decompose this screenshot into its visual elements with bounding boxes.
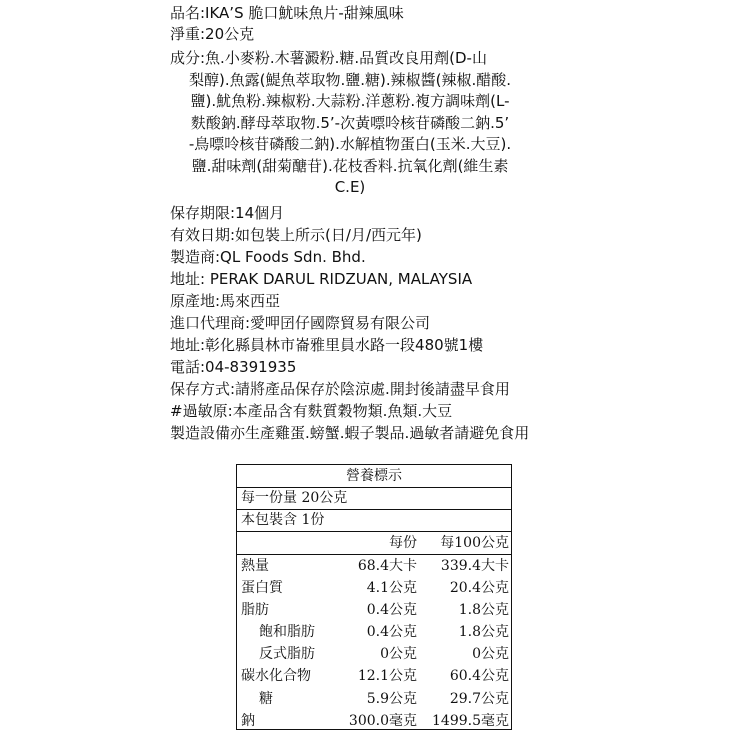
importer-address: 地址:彰化縣員林市崙雅里員水路一段480號1樓 [170, 336, 484, 354]
nutrient-name: 鈉 [241, 712, 255, 729]
facility-warning: 製造設備亦生產雞蛋.螃蟹.蝦子製品.過敏者請避免食用 [170, 424, 530, 442]
nutrition-row [237, 599, 511, 621]
nutrition-row [237, 643, 511, 665]
ingredients-block [170, 48, 530, 199]
per-100g-value: 1.8公克 [458, 624, 509, 641]
per-serving-value: 5.9公克 [366, 690, 417, 707]
nutrient-name: 碳水化合物 [241, 668, 311, 685]
allergen-note: #過敏原:本產品含有麩質穀物類.魚類.大豆 [170, 402, 453, 420]
shelf-life: 保存期限:14個月 [170, 204, 285, 222]
per-serving-value: 0.4公克 [366, 624, 417, 641]
manufacturer: 製造商:QL Foods Sdn. Bhd. [170, 248, 366, 266]
nutrient-name: 熱量 [241, 558, 269, 574]
per-serving-value: 12.1公克 [357, 668, 417, 685]
nutrient-name: 蛋白質 [241, 580, 283, 597]
phone: 電話:04-8391935 [170, 358, 297, 376]
per-100g-value: 20.4公克 [449, 580, 509, 597]
per-100g-value: 1499.5毫克 [432, 712, 509, 729]
ingredients-line: -鳥嘌呤核苷磷酸二鈉).水解植物蛋白(玉米.大豆). [188, 135, 512, 153]
nutrition-table [236, 464, 512, 730]
per-serving-value: 4.1公克 [366, 580, 417, 597]
country-of-origin: 原產地:馬來西亞 [170, 292, 281, 310]
nutrition-row [237, 555, 511, 577]
nutrient-name: 飽和脂肪 [259, 624, 315, 641]
ingredients-line: 鹽.甜味劑(甜菊醣苷).花枝香料.抗氧化劑(維生素 [191, 156, 509, 175]
per-serving-value: 0.4公克 [366, 602, 417, 619]
nutrient-name: 糖 [259, 690, 273, 707]
nutrient-name: 反式脂肪 [259, 646, 315, 663]
expiry-date: 有效日期:如包裝上所示(日/月/西元年) [170, 226, 422, 244]
nutrition-title: 營養標示 [237, 465, 511, 488]
nutrition-column-header [237, 532, 511, 555]
ingredients-line: 梨醇).魚露(鯷魚萃取物.鹽.糖).辣椒醬(辣椒.醋酸. [188, 70, 512, 89]
net-weight: 淨重:20公克 [170, 25, 255, 43]
manufacturer-address: 地址: PERAK DARUL RIDZUAN, MALAYSIA [170, 270, 473, 288]
per-100g-value: 60.4公克 [449, 668, 509, 685]
ingredients-line: 成分:魚.小麥粉.木薯澱粉.糖.品質改良用劑(D-山 [170, 49, 487, 67]
storage-instructions: 保存方式:請將產品保存於陰涼處.開封後請盡早食用 [170, 380, 510, 398]
importer: 進口代理商:愛呷囝仔國際貿易有限公司 [170, 314, 431, 332]
nutrition-row [237, 577, 511, 599]
serving-size: 每一份量 20公克 [237, 488, 511, 510]
per-serving-value: 0公克 [380, 646, 417, 663]
col-per-100g: 每100公克 [440, 535, 509, 551]
product-name: 品名:IKA’S 脆口魷味魚片-甜辣風味 [170, 4, 404, 22]
nutrient-name: 脂肪 [241, 602, 269, 619]
per-100g-value: 0公克 [472, 646, 509, 663]
per-100g-value: 29.7公克 [449, 690, 509, 707]
ingredients-line: 麩酸鈉.酵母萃取物.5’-次黃嘌呤核苷磷酸二鈉.5’ [190, 113, 510, 132]
servings-per-package: 本包裝含 1份 [237, 510, 511, 532]
nutrition-row [237, 710, 511, 732]
col-per-serving: 每份 [389, 535, 417, 551]
ingredients-line: C.E) [334, 178, 366, 196]
nutrition-row [237, 688, 511, 710]
per-serving-value: 300.0毫克 [348, 712, 417, 729]
nutrition-row [237, 665, 511, 687]
per-100g-value: 1.8公克 [458, 602, 509, 619]
per-serving-value: 68.4大卡 [357, 558, 417, 574]
per-100g-value: 339.4大卡 [440, 558, 509, 574]
ingredients-line: 鹽).魷魚粉.辣椒粉.大蒜粉.洋蔥粉.複方調味劑(L- [190, 92, 510, 110]
nutrition-row [237, 621, 511, 643]
